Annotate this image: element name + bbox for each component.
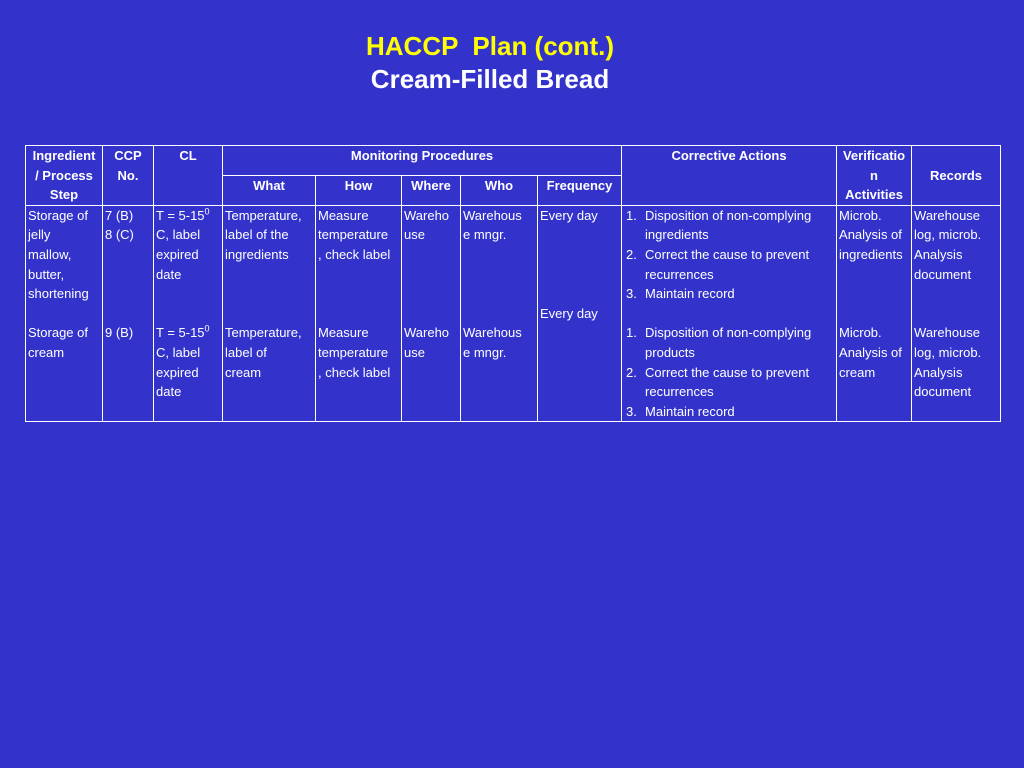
title-line-1: HACCP Plan (cont.): [366, 31, 614, 61]
cell-ccp: 7 (B) 8 (C): [103, 205, 154, 303]
list-item: 3. Maintain record: [626, 403, 735, 419]
cell-what: Temperature, label of the ingredients: [223, 205, 316, 303]
cell-frequency: Every day: [538, 304, 622, 324]
cell-frequency-empty: [538, 323, 622, 421]
header-ccp: CCP No.: [103, 146, 154, 206]
cell-frequency: Every day: [538, 205, 622, 303]
cell-cl: $T = 5-15^0$ C, label expired date: [154, 205, 223, 303]
header-row-1: [26, 146, 1001, 176]
cell-where: Wareho use: [402, 323, 461, 421]
header-what: What: [223, 175, 316, 205]
cell-who: Warehous e mngr.: [461, 205, 538, 303]
cell-verification: Microb. Analysis of ingredients: [837, 205, 912, 303]
cell-records: Warehouse log, microb. Analysis document: [912, 205, 1001, 303]
title-line-2: Cream-Filled Bread: [370, 64, 610, 94]
cell-records: Warehouse log, microb. Analysis document: [912, 323, 1001, 421]
table-row: [26, 323, 1001, 421]
header-who: Who: [461, 175, 538, 205]
corrective-actions-list: [624, 206, 834, 304]
list-item: 1. Disposition of non-complying ingredients: [626, 207, 812, 243]
list-item: 3. Maintain record: [626, 286, 735, 302]
header-ingredient: Ingredient / Process Step: [26, 146, 103, 206]
cell-ccp: 9 (B): [103, 323, 154, 421]
cell-corrective-actions: [622, 323, 837, 421]
header-frequency: Frequency: [538, 175, 622, 205]
slide-title: [300, 30, 680, 96]
header-how: How: [316, 175, 402, 205]
header-records: Records: [912, 146, 1001, 206]
corrective-actions-list: [624, 323, 834, 421]
table-row: [26, 205, 1001, 303]
cell-what: Temperature, label of cream: [223, 323, 316, 421]
list-item: 2. Correct the cause to prevent recurrences: [626, 246, 810, 282]
header-verification: Verificatio n Activities: [837, 146, 912, 206]
cell-where: Wareho use: [402, 205, 461, 303]
cell-how: Measure temperature , check label: [316, 205, 402, 303]
cell-ingredient: Storage of jelly mallow, butter, shortening: [26, 205, 103, 303]
cell-cl: $T = 5-15^0$ C, label expired date: [154, 323, 223, 421]
cell-who: Warehous e mngr.: [461, 323, 538, 421]
list-item: 1. Disposition of non-complying products: [626, 325, 812, 360]
cell-corrective-actions: [622, 205, 837, 303]
cell-verification: Microb. Analysis of cream: [837, 323, 912, 421]
table-row-spacer: [26, 304, 1001, 324]
haccp-table: [25, 145, 1001, 422]
header-cl: CL: [154, 146, 223, 206]
list-item: 2. Correct the cause to prevent recurrences: [626, 364, 810, 400]
header-where: Where: [402, 175, 461, 205]
header-corrective: Corrective Actions: [622, 146, 837, 206]
cell-ingredient: Storage of cream: [26, 323, 103, 421]
cell-how: Measure temperature , check label: [316, 323, 402, 421]
header-monitoring: Monitoring Procedures: [223, 146, 622, 176]
